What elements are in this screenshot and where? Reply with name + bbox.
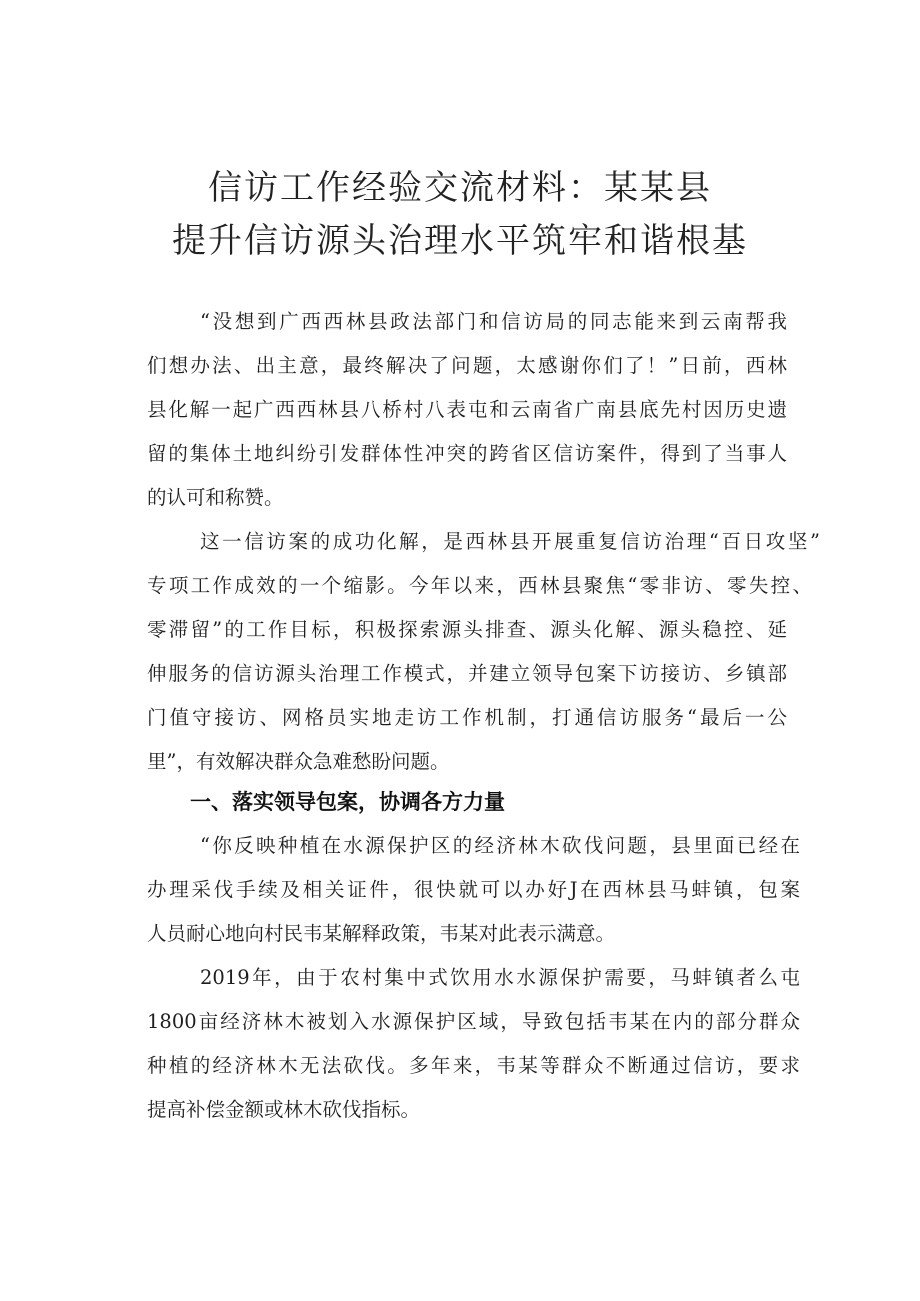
paragraph-2-line-3: 零滞留”的工作目标，积极探索源头排查、源头化解、源头稳控、延 bbox=[147, 618, 787, 641]
paragraph-3-line-1: “你反映种植在水源保护区的经济林木砍伐问题，县里面已经在 bbox=[200, 834, 800, 857]
paragraph-1-line-4: 留的集体土地纠纷引发群体性冲突的跨省区信访案件，得到了当事人 bbox=[147, 442, 787, 465]
paragraph-2-line-5: 门值守接访、网格员实地走访工作机制，打通信访服务“最后一公 bbox=[147, 706, 787, 729]
paragraph-1-line-2: 们想办法、出主意，最终解决了问题，太感谢你们了！”日前，西林 bbox=[147, 354, 787, 377]
paragraph-3-line-2: 办理采伐手续及相关证件，很快就可以办好J在西林县马蚌镇，包案 bbox=[147, 878, 800, 901]
paragraph-1-line-3: 县化解一起广西西林县八桥村八表屯和云南省广南县底先村因历史遗 bbox=[147, 398, 787, 421]
paragraph-1-line-5: 的认可和称赞。 bbox=[147, 486, 284, 509]
paragraph-2-line-6: 里”，有效解决群众急难愁盼问题。 bbox=[147, 750, 450, 773]
document-title-line-1: 信访工作经验交流材料：某某县 bbox=[208, 168, 712, 208]
paragraph-2-line-4: 伸服务的信访源头治理工作模式，并建立领导包案下访接访、乡镇部 bbox=[147, 662, 787, 685]
paragraph-3-line-3: 人员耐心地向村民韦某解释政策，韦某对此表示满意。 bbox=[147, 922, 616, 945]
paragraph-2-line-1: 这一信访案的成功化解，是西林县开展重复信访治理“百日攻坚” bbox=[200, 530, 820, 553]
document-title-line-2: 提升信访源头治理水平筑牢和谐根基 bbox=[172, 221, 748, 261]
paragraph-2-line-2: 专项工作成效的一个缩影。今年以来，西林县聚焦“零非访、零失控、 bbox=[147, 574, 812, 597]
paragraph-4-line-1: 2019年，由于农村集中式饮用水水源保护需要，马蚌镇者么屯 bbox=[200, 966, 800, 989]
paragraph-4-line-2: 1800亩经济林木被划入水源保护区域，导致包括韦某在内的部分群众 bbox=[147, 1010, 800, 1033]
section-heading: 一、落实领导包案，协调各方力量 bbox=[190, 790, 505, 814]
paragraph-1-line-1: “没想到广西西林县政法部门和信访局的同志能来到云南帮我 bbox=[200, 310, 787, 333]
paragraph-4-line-4: 提高补偿金额或林木砍伐指标。 bbox=[147, 1098, 421, 1121]
paragraph-4-line-3: 种植的经济林木无法砍伐。多年来，韦某等群众不断通过信访，要求 bbox=[147, 1054, 800, 1077]
